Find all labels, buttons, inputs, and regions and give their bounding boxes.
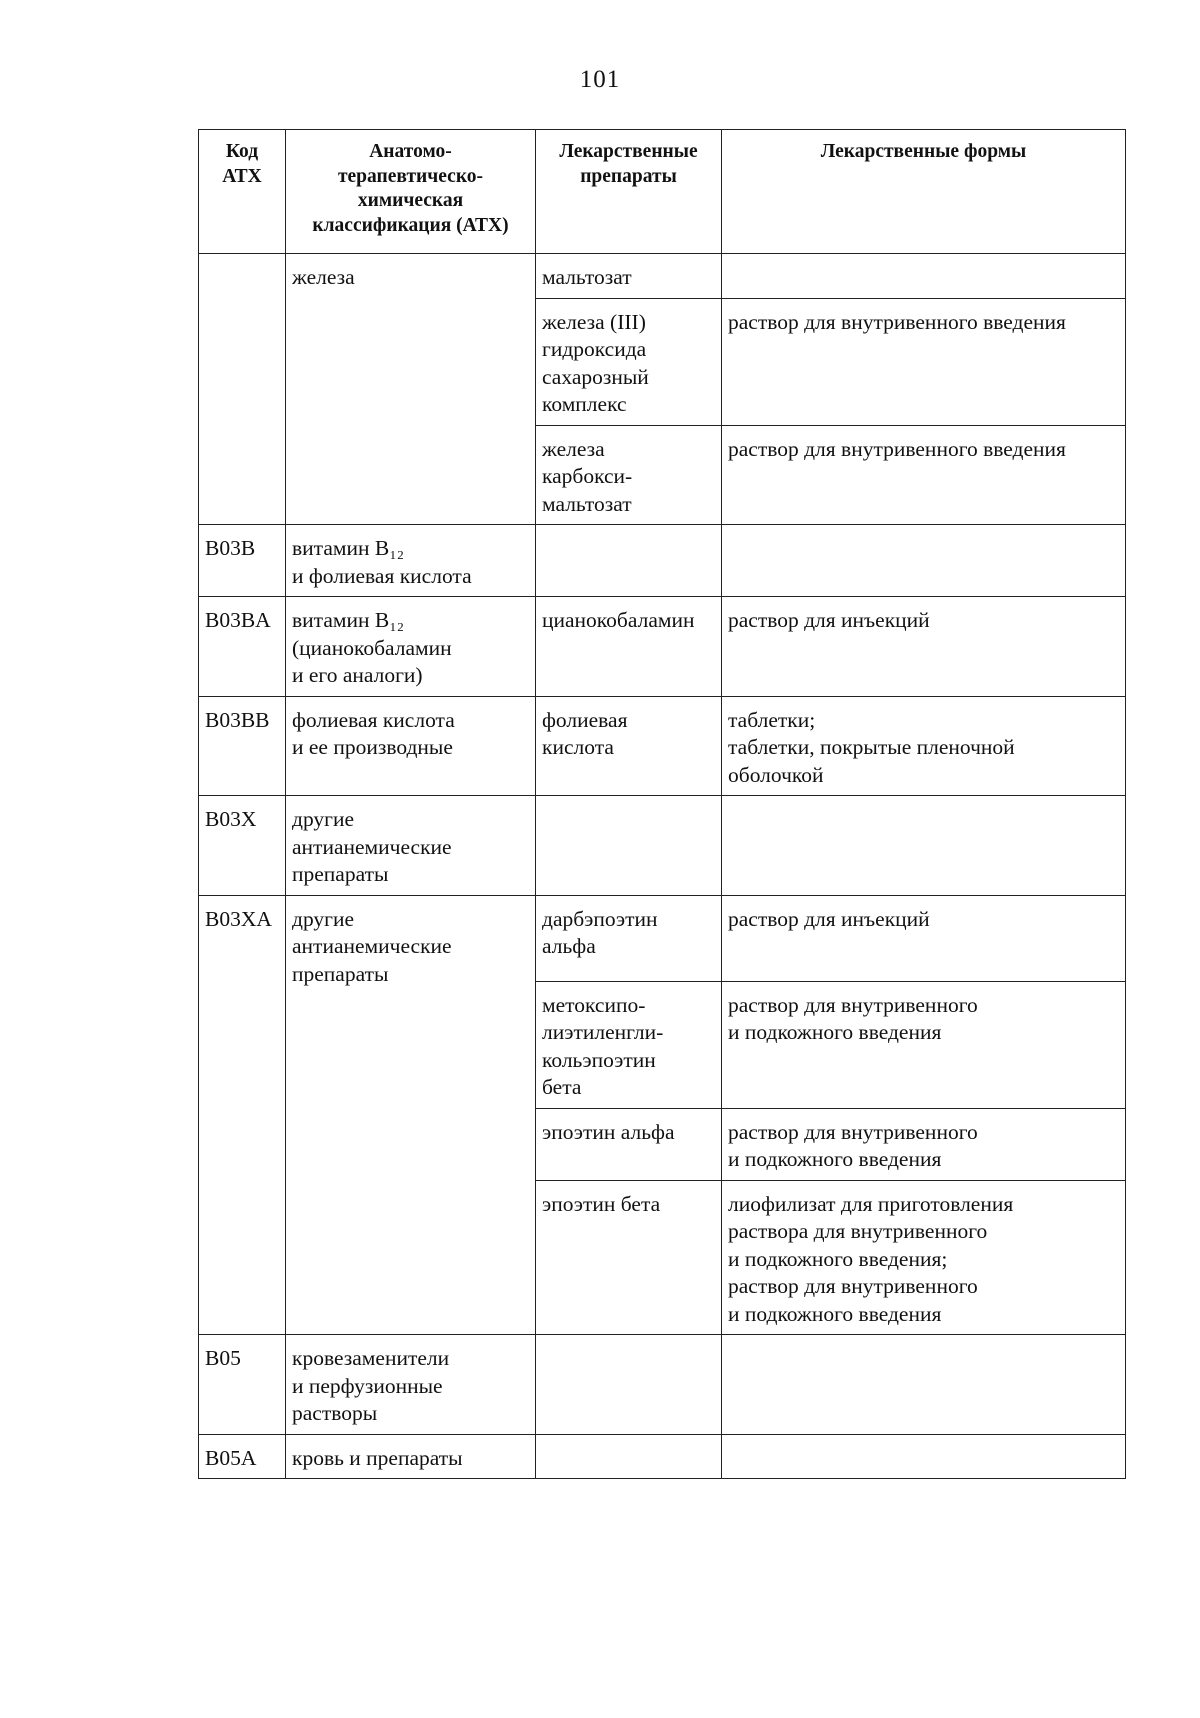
cell-drug: эпоэтин бета	[536, 1180, 722, 1335]
header-drugs: Лекарственные препараты	[536, 130, 722, 254]
cell-class: другие антианемические препараты	[286, 796, 536, 896]
cell-drug	[536, 796, 722, 896]
cell-form	[722, 796, 1126, 896]
cell-drug	[536, 1434, 722, 1479]
cell-form: раствор для внутривенного и подкожного введения	[722, 981, 1126, 1108]
atc-table	[198, 129, 1126, 1479]
table-row	[199, 1434, 1126, 1479]
cell-drug: фолиевая кислота	[536, 696, 722, 796]
table-row	[199, 696, 1126, 796]
cell-drug	[536, 525, 722, 597]
cell-code: B05	[199, 1335, 286, 1435]
cell-code: B03BA	[199, 597, 286, 697]
cell-drug: железа (III) гидроксида сахарозный комплекс	[536, 298, 722, 425]
cell-form: раствор для внутривенного введения	[722, 298, 1126, 425]
cell-form: раствор для инъекций	[722, 895, 1126, 981]
cell-class: витамин B₁₂ и фолиевая кислота	[286, 525, 536, 597]
header-forms: Лекарственные формы	[722, 130, 1126, 254]
cell-form: раствор для внутривенного введения	[722, 425, 1126, 525]
table-header-row	[199, 130, 1126, 254]
cell-drug: мальтозат	[536, 254, 722, 299]
cell-class: железа	[286, 254, 536, 525]
cell-code: B03B	[199, 525, 286, 597]
cell-form	[722, 254, 1126, 299]
header-classification: Анатомо- терапевтическо- химическая классификация (АТХ)	[286, 130, 536, 254]
cell-code: B03XA	[199, 895, 286, 1335]
cell-form	[722, 525, 1126, 597]
cell-form	[722, 1335, 1126, 1435]
header-code: Код АТХ	[199, 130, 286, 254]
cell-class: другие антианемические препараты	[286, 895, 536, 1335]
cell-drug: железа карбокси- мальтозат	[536, 425, 722, 525]
cell-form: таблетки; таблетки, покрытые пленочной оболочкой	[722, 696, 1126, 796]
cell-drug: дарбэпоэтин альфа	[536, 895, 722, 981]
cell-form	[722, 1434, 1126, 1479]
cell-class: кровь и препараты	[286, 1434, 536, 1479]
cell-drug: эпоэтин альфа	[536, 1108, 722, 1180]
cell-form: раствор для внутривенного и подкожного введения	[722, 1108, 1126, 1180]
table-row	[199, 895, 1126, 981]
cell-drug: цианокобаламин	[536, 597, 722, 697]
table-row	[199, 597, 1126, 697]
cell-code: B05A	[199, 1434, 286, 1479]
cell-form: раствор для инъекций	[722, 597, 1126, 697]
cell-class: витамин B₁₂ (цианокобаламин и его аналоги)	[286, 597, 536, 697]
table-row	[199, 254, 1126, 299]
page-number: 101	[579, 66, 621, 93]
cell-class: фолиевая кислота и ее производные	[286, 696, 536, 796]
cell-class: кровезаменители и перфузионные растворы	[286, 1335, 536, 1435]
cell-code	[199, 254, 286, 525]
cell-drug: метоксипо- лиэтиленгли- кольэпоэтин бета	[536, 981, 722, 1108]
table-row	[199, 796, 1126, 896]
cell-code: B03X	[199, 796, 286, 896]
cell-drug	[536, 1335, 722, 1435]
table-row	[199, 525, 1126, 597]
cell-form: лиофилизат для приготовления раствора для внутривенного и подкожного введения; раствор для внутривенного и подкожного введения	[722, 1180, 1126, 1335]
table-row	[199, 1335, 1126, 1435]
cell-code: B03BB	[199, 696, 286, 796]
